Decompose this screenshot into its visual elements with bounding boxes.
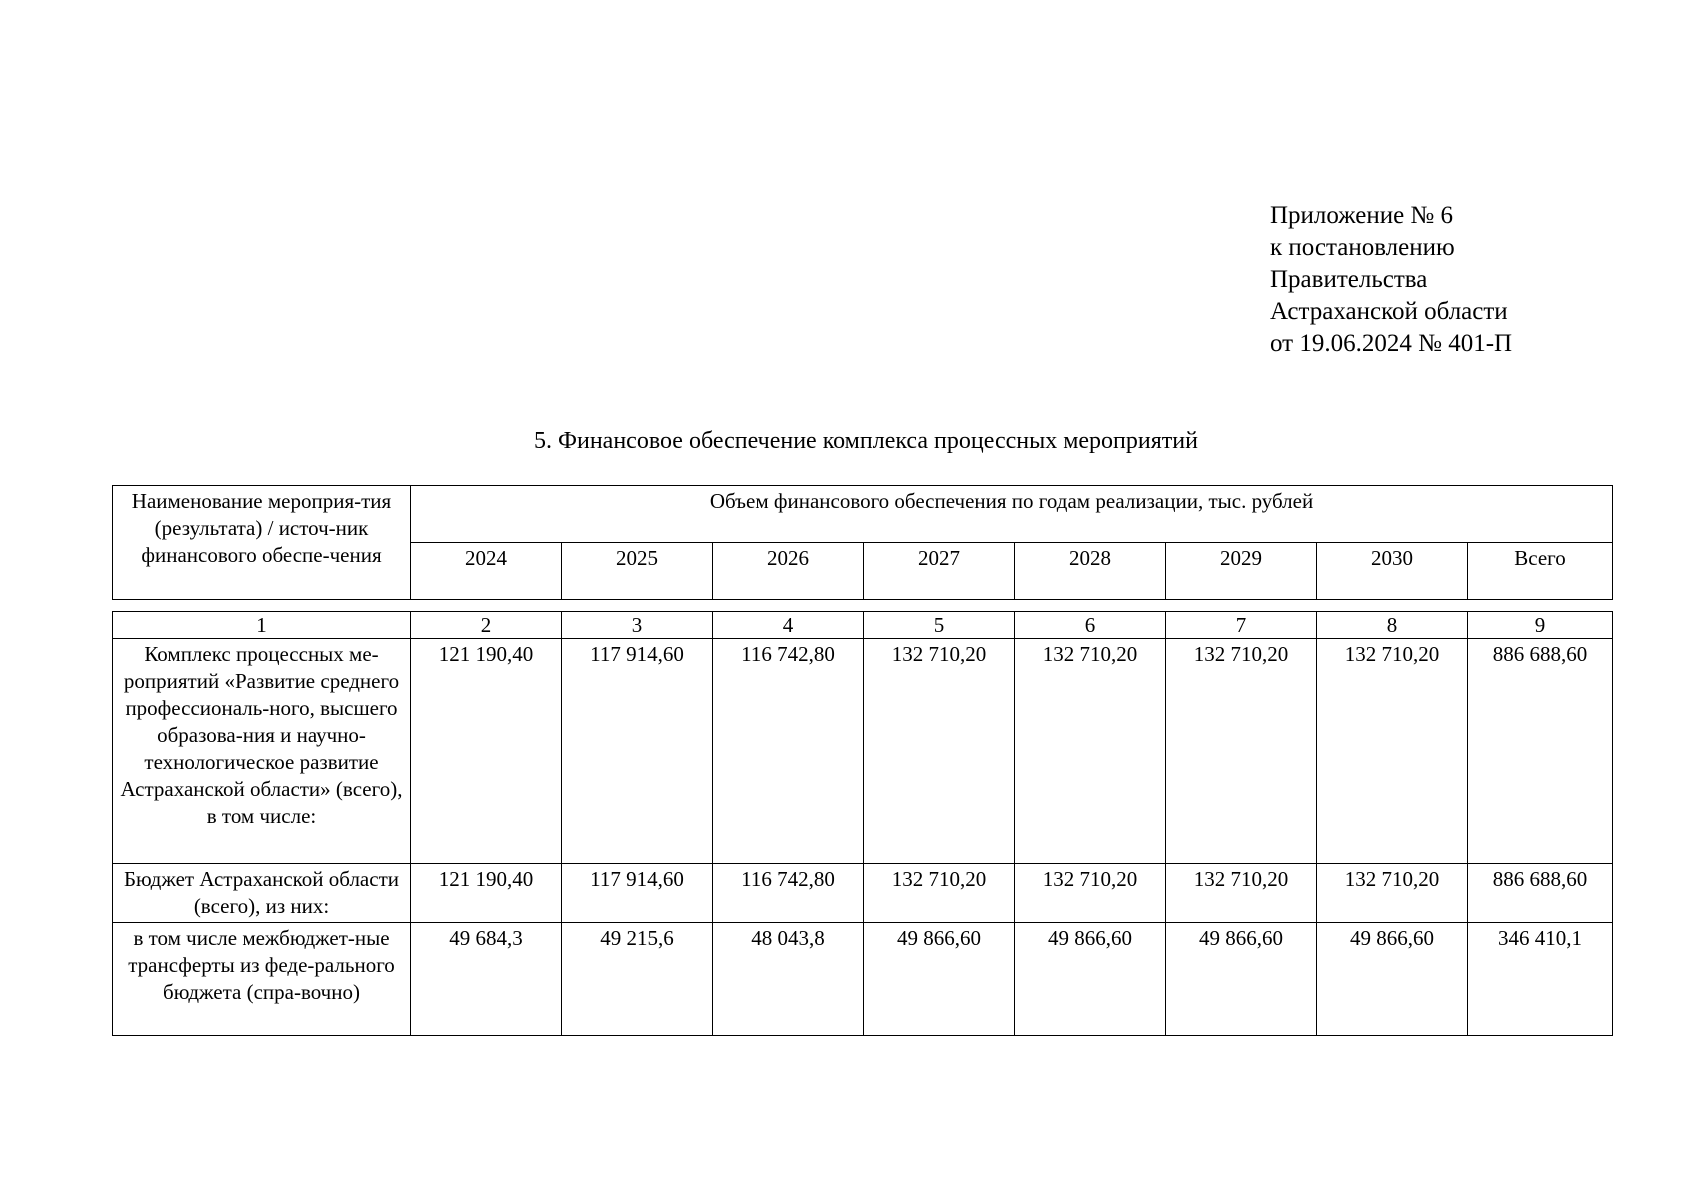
table-header (112, 485, 1613, 600)
column-number-row (113, 612, 1613, 639)
name-column-header: Наименование мероприя-тия (результата) / источ-ник финансового обеспе-чения (113, 486, 411, 600)
appendix-line: к постановлению (1270, 234, 1455, 261)
row-value: 116 742,80 (713, 864, 864, 923)
row-value: 132 710,20 (1015, 639, 1166, 864)
row-value: 49 215,6 (562, 923, 713, 1036)
appendix-line: Правительства (1270, 266, 1428, 293)
row-value: 132 710,20 (1317, 639, 1468, 864)
table-body (112, 611, 1613, 1036)
column-number: 3 (562, 612, 713, 639)
row-value: 132 710,20 (1166, 864, 1317, 923)
year-header: 2028 (1015, 543, 1166, 600)
row-total: 346 410,1 (1468, 923, 1613, 1036)
appendix-line: Приложение № 6 (1270, 202, 1454, 229)
column-number: 9 (1468, 612, 1613, 639)
row-value: 116 742,80 (713, 639, 864, 864)
row-value: 121 190,40 (411, 864, 562, 923)
volume-column-header: Объем финансового обеспечения по годам реализации, тыс. рублей (411, 486, 1613, 543)
row-value: 132 710,20 (1317, 864, 1468, 923)
column-number: 2 (411, 612, 562, 639)
column-number: 4 (713, 612, 864, 639)
row-total: 886 688,60 (1468, 864, 1613, 923)
year-header: 2029 (1166, 543, 1317, 600)
row-value: 49 866,60 (1166, 923, 1317, 1036)
table-row (113, 639, 1613, 864)
appendix-reference (1270, 200, 1512, 360)
column-number: 5 (864, 612, 1015, 639)
row-name: в том числе межбюджет-ные трансферты из феде-рального бюджета (спра-вочно) (113, 923, 411, 1036)
row-value: 121 190,40 (411, 639, 562, 864)
year-header: 2026 (713, 543, 864, 600)
row-total: 886 688,60 (1468, 639, 1613, 864)
column-number: 7 (1166, 612, 1317, 639)
column-number: 6 (1015, 612, 1166, 639)
year-header: 2030 (1317, 543, 1468, 600)
section-title: 5. Финансовое обеспечение комплекса процессных мероприятий (534, 428, 1198, 454)
row-name: Бюджет Астраханской области (всего), из них: (113, 864, 411, 923)
row-value: 132 710,20 (1015, 864, 1166, 923)
row-value: 49 684,3 (411, 923, 562, 1036)
row-value: 49 866,60 (864, 923, 1015, 1036)
row-value: 132 710,20 (864, 864, 1015, 923)
total-header: Всего (1468, 543, 1613, 600)
row-value: 117 914,60 (562, 639, 713, 864)
year-header: 2024 (411, 543, 562, 600)
row-name: Комплекс процессных ме-роприятий «Развитие среднего профессиональ-ного, высшего образова-ния и научно-технологическое развитие Астраханской области» (всего), в том числе: (113, 639, 411, 864)
row-value: 132 710,20 (864, 639, 1015, 864)
appendix-line: от 19.06.2024 № 401-П (1270, 330, 1513, 357)
row-value: 132 710,20 (1166, 639, 1317, 864)
year-header: 2025 (562, 543, 713, 600)
year-header: 2027 (864, 543, 1015, 600)
column-number: 8 (1317, 612, 1468, 639)
row-value: 48 043,8 (713, 923, 864, 1036)
table-row (113, 864, 1613, 923)
table-row (113, 923, 1613, 1036)
row-value: 117 914,60 (562, 864, 713, 923)
row-value: 49 866,60 (1317, 923, 1468, 1036)
appendix-line: Астраханской области (1270, 298, 1508, 325)
column-number: 1 (113, 612, 411, 639)
row-value: 49 866,60 (1015, 923, 1166, 1036)
